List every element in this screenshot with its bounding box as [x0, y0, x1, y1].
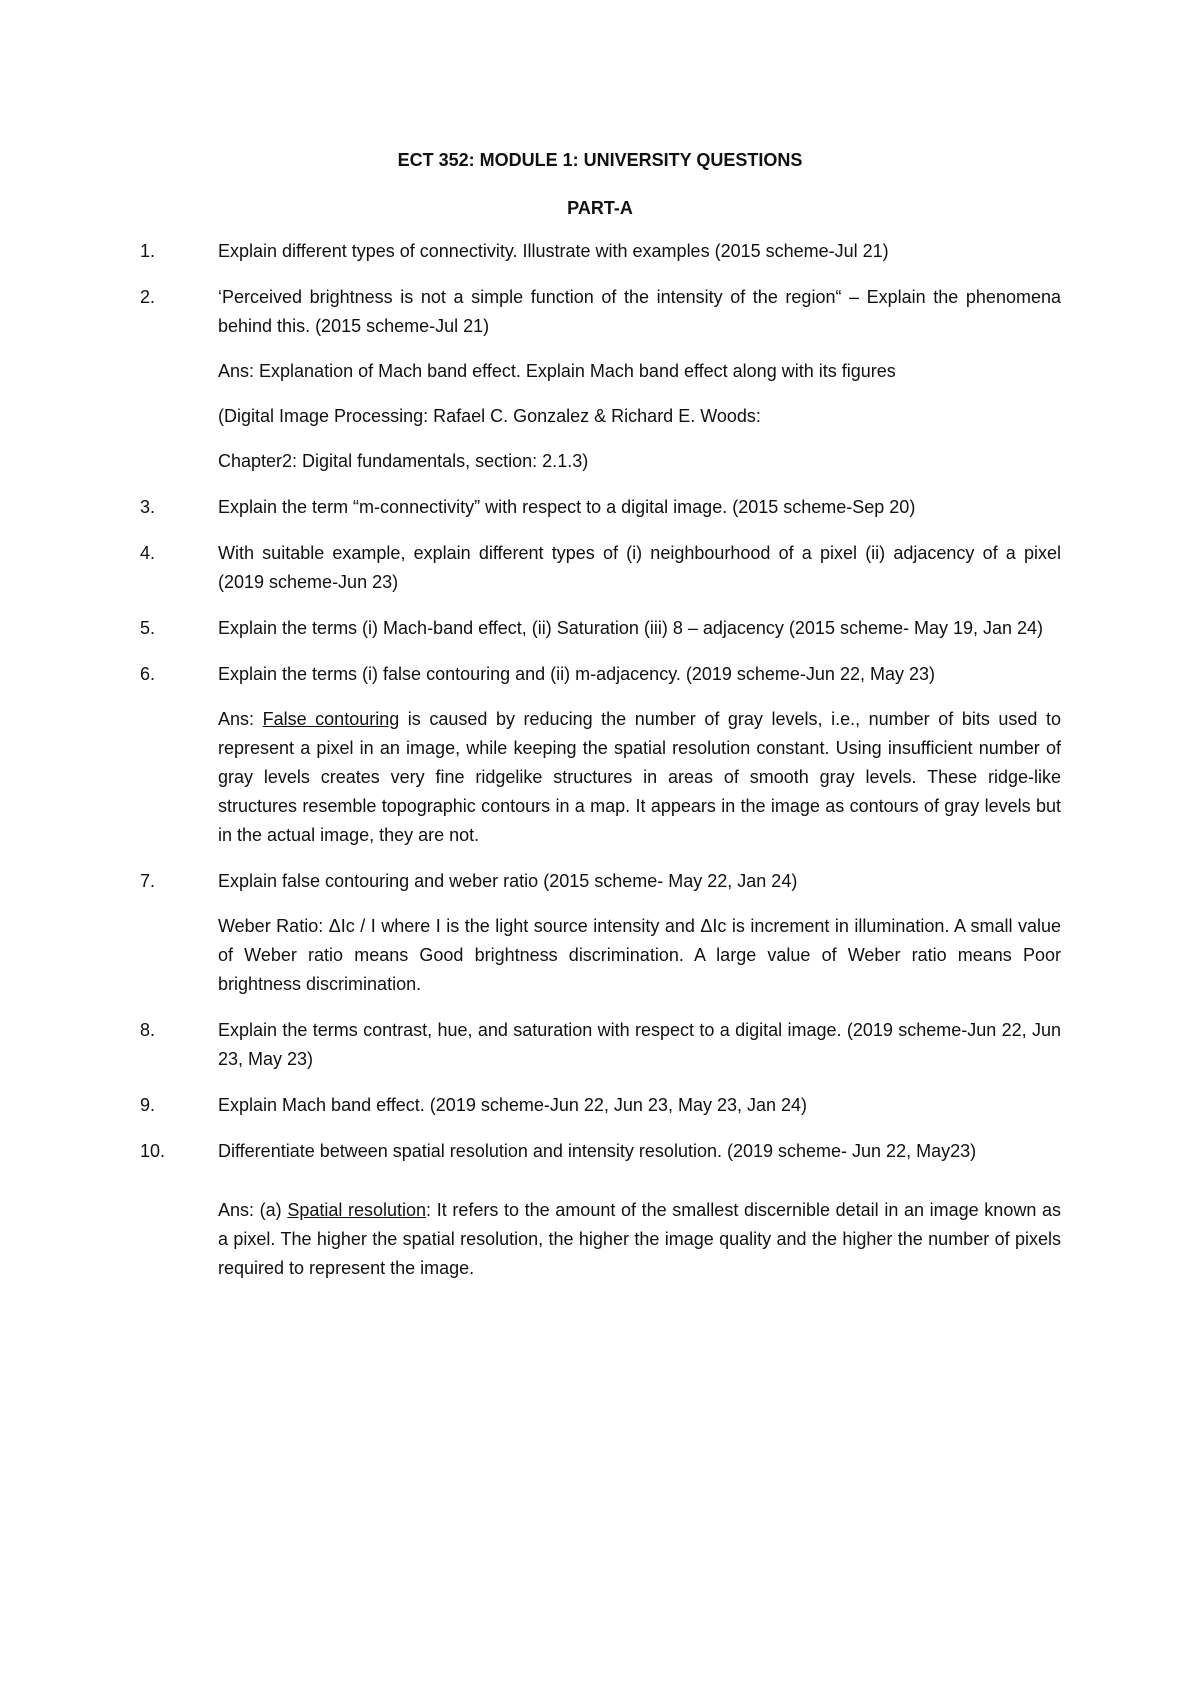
answer-text: [218, 1196, 1061, 1283]
answer-reference-section: Chapter2: Digital fundamentals, section: 2.1.3): [218, 451, 589, 471]
question-item: [0, 614, 1200, 643]
question-text: Differentiate between spatial resolution and intensity resolution. (2019 scheme- Jun 22, May23): [218, 1141, 977, 1161]
question-item: [0, 1016, 1200, 1074]
question-text: Explain the terms (i) Mach-band effect, (ii) Saturation (iii) 8 – adjacency (2015 scheme- May 19, Jan 24): [218, 618, 1044, 638]
answer-reference: (Digital Image Processing: Rafael C. Gonzalez & Richard E. Woods:: [218, 406, 761, 426]
question-number: 5.: [140, 618, 156, 638]
question-item: [0, 1091, 1200, 1120]
question-number: 8.: [140, 1020, 156, 1040]
question-item: [0, 283, 1200, 476]
question-number: 1.: [140, 241, 156, 261]
question-text: Explain false contouring and weber ratio (2015 scheme- May 22, Jan 24): [218, 871, 798, 891]
answer-term: False contouring: [262, 709, 400, 729]
question-text: ‘Perceived brightness is not a simple function of the intensity of the region“ – Explain the phenomena behind this. (2015 scheme-Jul 21): [218, 287, 1061, 336]
question-item: [0, 660, 1200, 850]
answer-text: Ans: Explanation of Mach band effect. Explain Mach band effect along with its figures: [218, 361, 896, 381]
question-number: 4.: [140, 543, 156, 563]
answer-text: [218, 705, 1061, 850]
question-number: 6.: [140, 664, 156, 684]
question-number: 9.: [140, 1095, 156, 1115]
answer-text: Weber Ratio: ΔIc / I where I is the light source intensity and ΔIc is increment in illumination. A small value of Weber ratio means Good brightness discrimination. A large value of Weber ratio means Poor brightness discrimination.: [218, 916, 1061, 994]
question-number: 3.: [140, 497, 156, 517]
question-number: 10.: [140, 1141, 166, 1161]
section-heading: PART-A: [567, 198, 633, 218]
question-item: [0, 867, 1200, 999]
question-text: With suitable example, explain different types of (i) neighbourhood of a pixel (ii) adjacency of a pixel (2019 scheme-Jun 23): [218, 543, 1061, 592]
question-number: 7.: [140, 871, 156, 891]
question-text: Explain different types of connectivity. Illustrate with examples (2015 scheme-Jul 21): [218, 241, 889, 261]
question-text: Explain Mach band effect. (2019 scheme-Jun 22, Jun 23, May 23, Jan 24): [218, 1095, 808, 1115]
document-title: ECT 352: MODULE 1: UNIVERSITY QUESTIONS: [397, 150, 803, 170]
question-item: [0, 493, 1200, 522]
answer-prefix: Ans: (a): [218, 1200, 288, 1220]
question-text: Explain the terms (i) false contouring and (ii) m-adjacency. (2019 scheme-Jun 22, May 23): [218, 664, 935, 684]
question-text: Explain the terms contrast, hue, and saturation with respect to a digital image. (2019 scheme-Jun 22, Jun 23, May 23): [218, 1020, 1061, 1069]
question-list: [0, 237, 1200, 1283]
answer-body: is caused by reducing the number of gray levels, i.e., number of bits used to represent a pixel in an image, while keeping the spatial resolution constant. Using insufficient number of gray levels creates very fine ridgelike structures in areas of smooth gray levels. These ridge-like structures resemble topographic contours in a map. It appears in the image as contours of gray levels but in the actual image, they are not.: [218, 709, 1061, 845]
question-text: Explain the term “m-connectivity” with respect to a digital image. (2015 scheme-Sep 20): [218, 497, 916, 517]
answer-body: : It refers to the amount of the smallest discernible detail in an image known as a pixel. The higher the spatial resolution, the higher the image quality and the higher the number of pixels required to represent the image.: [218, 1200, 1061, 1278]
question-number: 2.: [140, 287, 156, 307]
question-item: [0, 539, 1200, 597]
answer-prefix: Ans:: [218, 709, 263, 729]
question-item: [0, 237, 1200, 266]
question-item: [0, 1137, 1200, 1283]
answer-term: Spatial resolution: [287, 1200, 427, 1220]
